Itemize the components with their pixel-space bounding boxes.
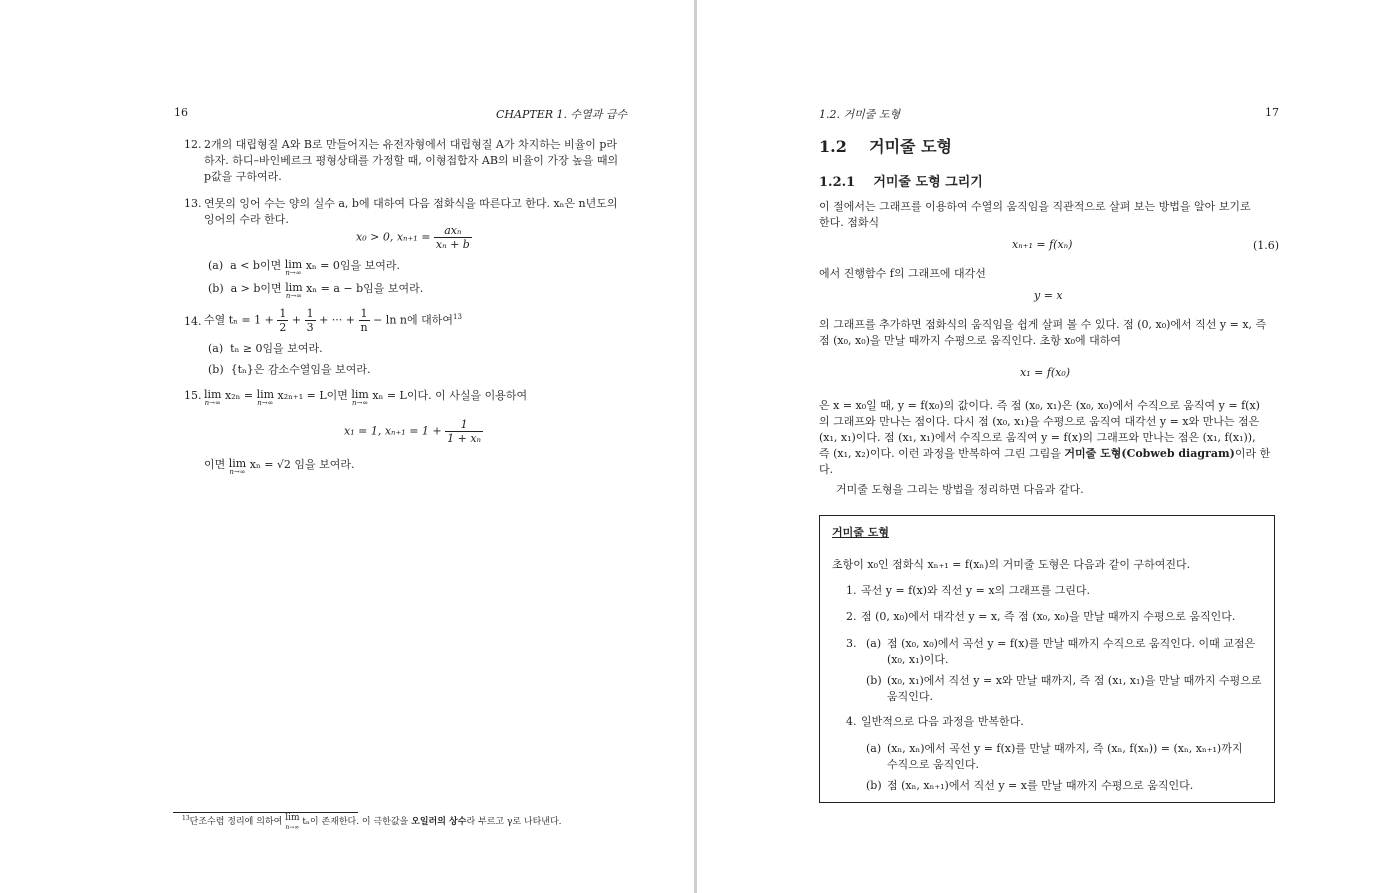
step-4b-label: (b) [866,779,882,792]
footnote-post: 라 부르고 γ로 나타낸다. [466,817,562,827]
right-running-header: 1.2. 거미줄 도형 [819,108,901,121]
right-page-number: 17 [1265,106,1279,119]
box-intro: 초항이 x₀인 점화식 xₙ₊₁ = f(xₙ)의 거미줄 도형은 다음과 같이 구하여진다. [832,558,1191,571]
paragraph-2: 에서 진행함수 f의 그래프에 대각선 [819,267,986,280]
step-3-number: 3. [846,637,857,650]
limit [204,390,221,408]
footnote-mark: 13 [182,815,190,822]
lim-text: lim [228,457,247,470]
text-line: 움직인다. [887,690,934,703]
left-running-header: CHAPTER 1. 수열과 급수 [496,108,628,121]
text-line: 점 (x₀, x₀)을 만날 때까지 수평으로 움직인다. 초항 x₀에 대하여 [819,334,1122,347]
problem-13-number: 13. [184,197,202,210]
text-line: 점 (x₀, x₀)에서 곡선 y = f(x)를 만날 때까지 수직으로 움직인다. 이때 교점은 [887,637,1256,650]
problem-14a [208,341,323,357]
step-3a-text [887,636,1267,668]
text-line: 수직으로 움직인다. [887,758,980,771]
problem-12-line: p값을 구하여라. [204,170,282,183]
problem-13-formula [356,224,472,251]
lim-text: lim [285,813,300,823]
footnote-mid: tₙ이 존재한다. 이 극한값을 [302,817,409,827]
step-4a-text [887,741,1267,773]
step-3a-label: (a) [866,637,882,650]
formula-fraction [434,224,472,251]
problem-15-number: 15. [184,389,202,402]
formula-left: x₀ > 0, xₙ₊₁ = [356,230,431,244]
problem-15-b: x₂ₙ₊₁ = L이면 [277,389,348,402]
text-line: (x₀, x₁)이다. [887,653,949,666]
step-4a-label: (a) [866,742,882,755]
sub-pre: a > b이면 [230,282,282,295]
paragraph-4 [819,398,1281,478]
fraction [277,307,288,334]
lim-sub: n→∞ [285,824,300,831]
problem-12-line: 하자. 하디–바인베르크 평형상태를 가정할 때, 이형접합자 AB의 비율이 가장 높을 때의 [204,154,619,167]
step-1-number: 1. [846,584,857,597]
lim-text: lim [351,388,369,401]
equation-tag: (1.6) [1253,239,1280,252]
sub-label: (b) [208,282,224,295]
section-heading [819,134,952,157]
lim-sub: n→∞ [257,399,274,407]
sub-text: {tₙ}은 감소수열임을 보여라. [230,363,371,376]
sub-label: (a) [208,342,224,355]
text-line: (xₙ, xₙ)에서 곡선 y = f(x)를 만날 때까지, 즉 (xₙ, f(xₙ)) = (xₙ, xₙ₊₁)까지 [887,742,1243,755]
text-line [819,446,1281,478]
problem-13b [208,281,423,301]
fraction-numerator: 1 [359,307,370,321]
text-line: 의 그래프를 추가하면 점화식의 움직임을 쉽게 살펴 볼 수 있다. 점 (0, x₀)에서 직선 y = x, 즉 [819,318,1267,331]
problem-15-last-post: xₙ = √2 임을 보여라. [249,458,355,471]
fraction-denominator: 3 [306,321,314,334]
problem-12-line: 2개의 대립형질 A와 B로 만들어지는 유전자형에서 대립형질 A가 차지하는 비율이 p라 [204,138,618,151]
lim-sub: n→∞ [352,399,369,407]
limit [257,390,274,408]
step-4-number: 4. [846,715,857,728]
term-cobweb-diagram: 거미줄 도형(Cobweb diagram) [1064,447,1235,460]
fraction-numerator: 1 [445,418,483,432]
problem-14-number: 14. [184,315,202,328]
paragraph-5: 거미줄 도형을 그리는 방법을 정리하면 다음과 같다. [836,483,1084,496]
problem-15-last-pre: 이면 [204,458,226,471]
fraction-numerator: 1 [306,307,314,320]
plus-sign: + [291,313,302,327]
problem-13a [208,258,400,278]
lim-sub: n→∞ [229,468,246,476]
limit [285,814,299,832]
problem-15-text [204,388,527,408]
subsection-title: 거미줄 도형 그리기 [873,175,983,190]
step-2-text: 점 (0, x₀)에서 대각선 y = x, 즉 점 (x₀, x₀)을 만날 때까지 수평으로 움직인다. [861,610,1236,623]
limit [351,390,368,408]
paragraph-3 [819,317,1277,349]
sub-post: xₙ = a − b임을 보여라. [306,282,424,295]
dots: + ··· + [319,313,355,327]
section-title: 거미줄 도형 [869,137,952,156]
problem-14-text [204,307,462,334]
limit [285,283,302,301]
lim-text: lim [284,258,303,271]
formula-fraction [445,418,483,445]
step-2-number: 2. [846,610,857,623]
fraction-denominator: xₙ + b [435,238,470,251]
equation-diagonal: y = x [1034,289,1063,302]
text-line: 은 x = x₀일 때, y = f(x₀)의 값이다. 즉 점 (x₀, x₁)은 (x₀, x₀)에서 수직으로 움직여 y = f(x) [819,399,1260,412]
lim-text: lim [256,388,275,401]
fraction [305,307,316,334]
text-line: 의 그래프와 만나는 점이다. 다시 점 (x₀, x₁)을 수평으로 움직여 대각선 y = x와 만나는 점은 [819,415,1260,428]
footnote-rule [173,812,358,813]
box-title: 거미줄 도형 [832,526,889,539]
left-page-number: 16 [174,106,188,119]
problem-14b [208,362,371,378]
step-4b-text: 점 (xₙ, xₙ₊₁)에서 직선 y = x를 만날 때까지 수평으로 움직인다. [887,779,1194,792]
step-3b-text [887,673,1267,705]
fraction-denominator: n [360,321,368,334]
lim-sub: n→∞ [285,292,303,300]
paragraph-1 [819,199,1277,231]
lim-text: lim [285,281,303,294]
fraction-numerator: axₙ [434,224,472,238]
fraction-denominator: 2 [279,321,287,334]
sub-post: xₙ = 0임을 보여라. [305,259,400,272]
fraction-denominator: 1 + xₙ [447,432,481,445]
problem-15-last [204,457,355,477]
equation-x1: x₁ = f(x₀) [1020,366,1071,379]
step-1-text: 곡선 y = f(x)와 직선 y = x의 그래프를 그린다. [861,584,1091,597]
problem-15-c: xₙ = L이다. 이 사실을 이용하여 [372,389,528,402]
text-pre: 즉 (x₁, x₂)이다. 이런 과정을 반복하여 그린 그림을 [819,447,1061,460]
section-number: 1.2 [819,137,847,156]
problem-12-number: 12. [184,138,202,151]
footnote [182,814,562,832]
text-line: (x₁, x₁)이다. 점 (x₁, x₁)에서 수직으로 움직여 y = f(x)의 그래프와 만나는 점은 (x₁, f(x₁)), [819,431,1256,444]
step-4-text: 일반적으로 다음 과정을 반복한다. [861,715,1024,728]
sub-label: (a) [208,259,224,272]
lim-sub: n→∞ [204,399,221,407]
lim-text: lim [204,388,222,401]
lim-sub: n→∞ [285,269,302,277]
problem-14-pre: 수열 tₙ = 1 + [204,313,274,327]
limit [229,459,246,477]
subsection-number: 1.2.1 [819,175,856,190]
sub-label: (b) [208,363,224,376]
left-page [0,0,694,893]
problem-13-line: 연못의 잉어 수는 양의 실수 a, b에 대하여 다음 점화식을 따른다고 한다. xₙ은 n년도의 [204,197,618,210]
step-3b-label: (b) [866,674,882,687]
text-line: (x₀, x₁)에서 직선 y = x와 만날 때까지, 즉 점 (x₁, x₁)을 만날 때까지 수평으로 [887,674,1262,687]
sub-pre: a < b이면 [230,259,282,272]
text-post: 이라 한다. [819,447,1271,476]
problem-12-text [204,137,634,185]
fraction [359,307,370,334]
limit [285,260,302,278]
problem-14-post: − ln n에 대하여 [373,313,453,327]
subsection-heading [819,171,983,190]
equation-1-6: xₙ₊₁ = f(xₙ) [1012,238,1073,251]
footnote-bold: 오일러의 상수 [411,817,467,827]
footnote-mark: 13 [453,312,462,321]
problem-15-a: x₂ₙ = [224,389,254,402]
fraction-numerator: 1 [279,307,287,320]
text-line: 이 절에서는 그래프를 이용하여 수열의 움직임을 직관적으로 살펴 보는 방법을 알아 보기로 [819,200,1251,213]
sub-text: tₙ ≥ 0임을 보여라. [230,342,323,355]
formula-left: x₁ = 1, xₙ₊₁ = 1 + [344,424,442,438]
problem-13-line: 잉어의 수라 한다. [204,213,289,226]
problem-15-formula [344,418,483,445]
footnote-pre: 단조수렴 정리에 의하여 [189,817,283,827]
text-line: 한다. 점화식 [819,216,880,229]
